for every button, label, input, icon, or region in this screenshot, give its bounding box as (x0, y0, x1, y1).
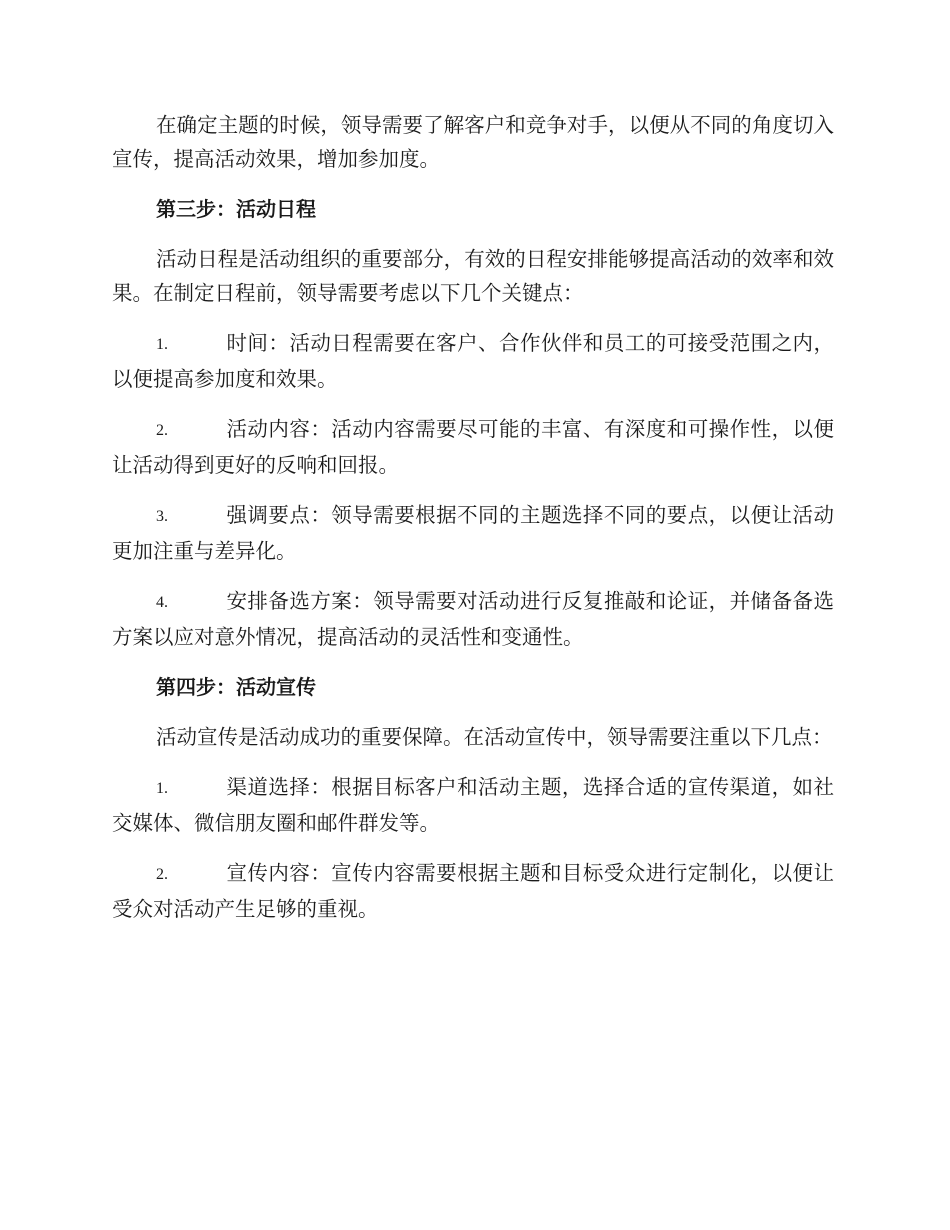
list-number: 2. (156, 866, 168, 883)
list-number: 4. (156, 594, 168, 611)
list-item (112, 498, 834, 568)
list-item (112, 770, 834, 840)
list-text: 活动内容：活动内容需要尽可能的丰富、有深度和可操作性，以便让活动得到更好的反响和回报。 (112, 417, 834, 477)
list-item (112, 584, 834, 654)
paragraph-promotion-intro: 活动宣传是活动成功的重要保障。在活动宣传中，领导需要注重以下几点： (156, 725, 833, 749)
list-number: 1. (156, 336, 168, 353)
list-item (112, 856, 834, 926)
list-item (112, 326, 834, 396)
document-page (112, 108, 834, 942)
heading-step-three: 第三步：活动日程 (156, 197, 316, 221)
list-item (112, 412, 834, 482)
list-text: 强调要点：领导需要根据不同的主题选择不同的要点，以便让活动更加注重与差异化。 (112, 503, 834, 563)
list-number: 2. (156, 422, 168, 439)
list-text: 宣传内容：宣传内容需要根据主题和目标受众进行定制化，以便让受众对活动产生足够的重视。 (112, 861, 834, 921)
list-text: 安排备选方案：领导需要对活动进行反复推敲和论证，并储备备选方案以应对意外情况，提高活动的灵活性和变通性。 (112, 589, 834, 649)
list-text: 时间：活动日程需要在客户、合作伙伴和员工的可接受范围之内，以便提高参加度和效果。 (112, 331, 834, 391)
list-number: 1. (156, 780, 168, 797)
promotion-list (112, 770, 834, 926)
list-number: 3. (156, 508, 168, 525)
schedule-list (112, 326, 834, 654)
paragraph-schedule-intro: 活动日程是活动组织的重要部分，有效的日程安排能够提高活动的效率和效果。在制定日程前，领导需要考虑以下几个关键点： (112, 247, 834, 305)
heading-step-four: 第四步：活动宣传 (156, 675, 316, 699)
paragraph-theme: 在确定主题的时候，领导需要了解客户和竞争对手，以便从不同的角度切入宣传，提高活动效果，增加参加度。 (112, 113, 834, 171)
list-text: 渠道选择：根据目标客户和活动主题，选择合适的宣传渠道，如社交媒体、微信朋友圈和邮件群发等。 (112, 775, 834, 835)
